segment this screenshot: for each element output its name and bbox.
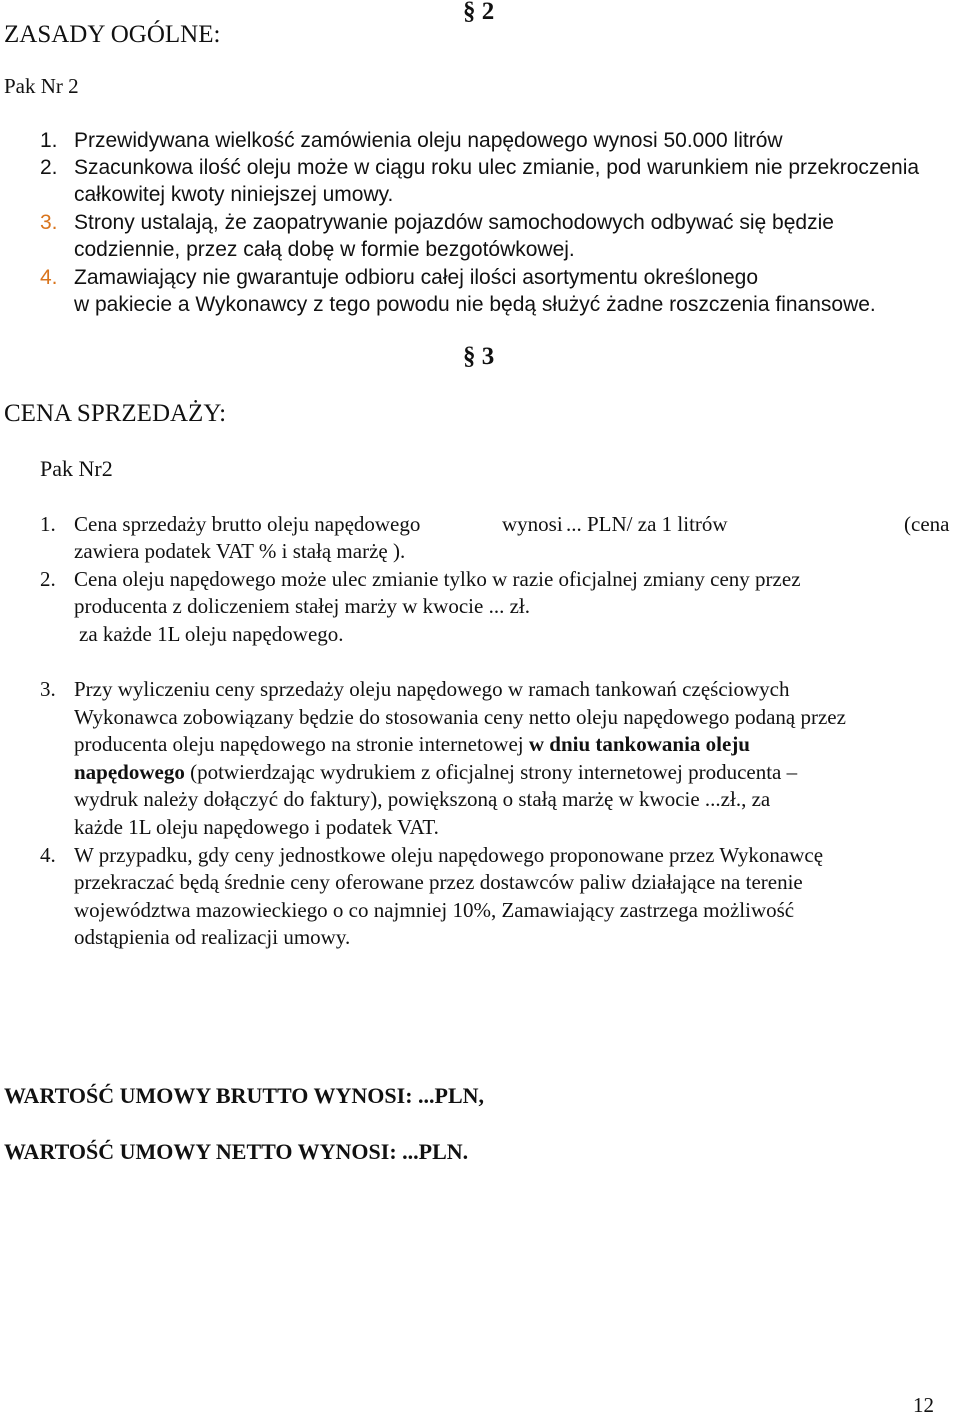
price-item-2-text: za każde 1L oleju napędowego. <box>79 622 344 646</box>
general-item-2-line: Szacunkowa ilość oleju może w ciągu roku ulec zmianie, pod warunkiem nie przekroczenia <box>74 156 920 179</box>
price-package-label: Pak Nr2 <box>40 456 113 481</box>
price-item-4-text: odstąpienia od realizacji umowy. <box>74 925 351 949</box>
general-item-4-line: Zamawiający nie gwarantuje odbioru całej ilości asortymentu określonego <box>74 266 759 289</box>
price-item-3-bold-text: w dniu tankowania oleju <box>528 732 750 756</box>
general-item-4-line: w pakiecie a Wykonawcy z tego powodu nie będą służyć żadne roszczenia finansowe. <box>74 293 876 316</box>
section-2-marker: § 2 <box>463 0 495 25</box>
price-item-3-text: Wykonawca zobowiązany będzie do stosowania ceny netto oleju napędowego podaną przez <box>74 705 846 729</box>
general-item-1-number: 1. <box>40 129 58 152</box>
price-item-1-number: 1. <box>40 512 56 536</box>
general-item-3-line: codziennie, przez całą dobę w formie bezgotówkowej. <box>74 238 575 261</box>
general-package-label: Pak Nr 2 <box>4 74 79 98</box>
total-gross: WARTOŚĆ UMOWY BRUTTO WYNOSI: ...PLN, <box>4 1083 485 1108</box>
page-number: 12 <box>913 1393 934 1417</box>
price-item-1-text: Cena sprzedaży brutto oleju napędowego <box>74 512 421 536</box>
price-item-3-text <box>74 760 797 785</box>
price-item-3-bold-text: napędowego <box>74 760 185 784</box>
price-item-1-text: ... PLN/ za 1 litrów <box>566 512 728 536</box>
price-item-4-text: przekraczać będą średnie ceny oferowane przez dostawców paliw działające na terenie <box>74 870 803 894</box>
section-3-marker: § 3 <box>463 343 495 370</box>
price-item-3-text: każde 1L oleju napędowego i podatek VAT. <box>74 815 439 839</box>
price-item-4-number: 4. <box>40 843 56 867</box>
price-item-2-number: 2. <box>40 567 56 591</box>
general-item-3-number: 3. <box>40 211 58 234</box>
price-item-3-text: Przy wyliczeniu ceny sprzedaży oleju napędowego w ramach tankowań częściowych <box>74 677 790 701</box>
general-item-2-number: 2. <box>40 156 58 179</box>
general-item-1-line: Przewidywana wielkość zamówienia oleju napędowego wynosi 50.000 litrów <box>74 129 783 152</box>
price-item-3-number: 3. <box>40 677 56 701</box>
general-heading: ZASADY OGÓLNE: <box>4 21 221 48</box>
general-item-2-line: całkowitej kwoty niniejszej umowy. <box>74 183 394 206</box>
price-item-4-text: województwa mazowieckiego o co najmniej 10%, Zamawiający zastrzega możliwość <box>74 898 795 922</box>
price-item-4-text: W przypadku, gdy ceny jednostkowe oleju napędowego proponowane przez Wykonawcę <box>74 843 824 867</box>
price-item-2-text: Cena oleju napędowego może ulec zmianie tylko w razie oficjalnej zmiany ceny przez <box>74 567 801 591</box>
price-heading: CENA SPRZEDAŻY: <box>4 400 227 427</box>
price-item-1-text: zawiera podatek VAT % i stałą marżę ). <box>74 539 406 563</box>
price-item-3-text <box>74 732 750 757</box>
general-item-3-line: Strony ustalają, że zaopatrywanie pojazdów samochodowych odbywać się będzie <box>74 211 834 234</box>
price-item-2-text: producenta z doliczeniem stałej marży w kwocie ... zł. <box>74 594 530 618</box>
price-item-3-text: wydruk należy dołączyć do faktury), powiększoną o stałą marżę w kwocie ...zł., za <box>74 787 771 811</box>
total-net: WARTOŚĆ UMOWY NETTO WYNOSI: ...PLN. <box>4 1139 469 1164</box>
price-item-1-text: wynosi <box>502 512 563 536</box>
price-item-3-text-part: producenta oleju napędowego na stronie internetowej <box>74 732 529 756</box>
price-item-1-text: (cena <box>904 512 950 536</box>
price-item-3-text-part: (potwierdzając wydrukiem z oficjalnej strony internetowej producenta – <box>184 760 798 784</box>
general-item-4-number: 4. <box>40 266 58 289</box>
